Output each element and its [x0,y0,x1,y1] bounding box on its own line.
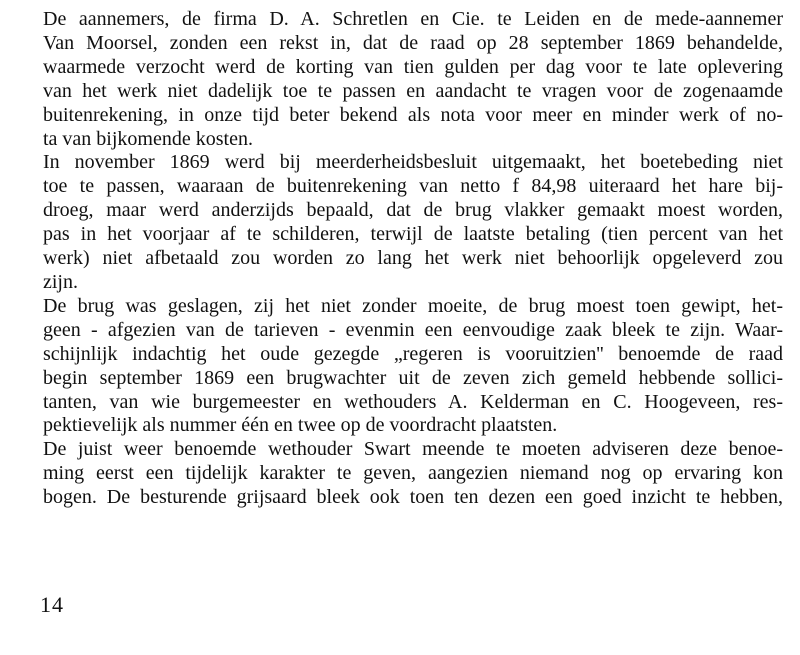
text-line: pas in het voorjaar af te schilderen, terwijl de laatste betaling (tien percent van het [43,223,783,246]
text-line: werk) niet afbetaald zou worden zo lang het werk niet behoorlijk opgeleverd zou [43,247,783,270]
text-line: Van Moorsel, zonden een rekst in, dat de raad op 28 september 1869 behandelde, [43,31,783,54]
text-line: zijn. [43,270,78,293]
text-line: tanten, van wie burgemeester en wethouders A. Kelderman en C. Hoogeveen, res- [43,390,783,413]
text-line: geen - afgezien van de tarieven - evenmin een eenvoudige zaak bleek te zijn. Waar- [43,318,783,341]
text-line: De brug was geslagen, zij het niet zonder moeite, de brug moest toen gewipt, het- [43,294,783,317]
text-line: droeg, maar werd anderzijds bepaald, dat de brug vlakker gemaakt moest worden, [43,199,783,222]
text-line: toe te passen, waaraan de buitenrekening van netto f 84,98 uiteraard het hare bij- [43,175,783,198]
text-line: pektievelijk als nummer één en twee op de voordracht plaatsten. [43,414,558,437]
text-line: In november 1869 werd bij meerderheidsbesluit uitgemaakt, het boetebeding niet [43,151,783,174]
text-line: ta van bijkomende kosten. [43,127,253,150]
text-line: De aannemers, de firma D. A. Schretlen en Cie. te Leiden en de mede-aannemer [43,8,783,30]
text-line: schijnlijk indachtig het oude gezegde „regeren is vooruitzien'' benoemde de raad [43,342,783,365]
text-line: buitenrekening, in onze tijd beter bekend als nota voor meer en minder werk of no- [43,103,783,126]
text-line: De juist weer benoemde wethouder Swart meende te moeten adviseren deze benoe- [43,438,783,461]
text-line: ming eerst een tijdelijk karakter te geven, aangezien niemand nog op ervaring kon [43,462,783,485]
body-text [43,8,783,510]
text-line: bogen. De besturende grijsaard bleek ook toen ten dezen een goed inzicht te hebben, [43,486,783,509]
page-number: 14 [40,592,64,617]
text-line: waarmede verzocht werd de korting van tien gulden per dag voor te late oplevering [43,55,783,78]
text-line: begin september 1869 een brugwachter uit de zeven zich gemeld hebbende sollici- [43,366,783,389]
text-line: van het werk niet dadelijk toe te passen en aandacht te vragen voor de zogenaamde [43,79,783,102]
